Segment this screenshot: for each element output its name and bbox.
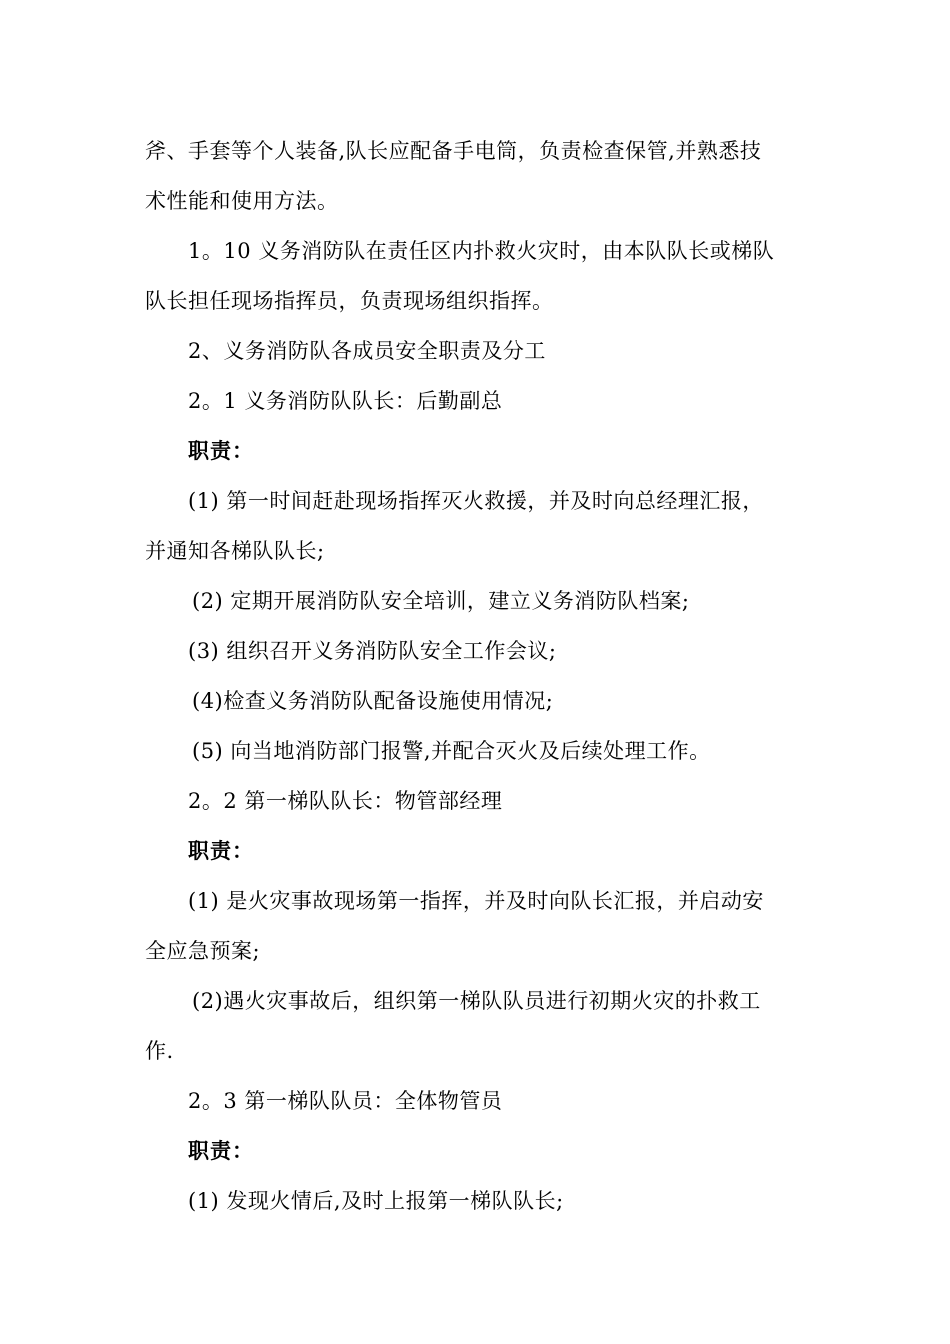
duties-label: 职责：	[188, 438, 254, 463]
subsection-heading-2-3: 2。3 第一梯队队员：全体物管员	[188, 1089, 503, 1113]
body-text-line: 作.	[145, 1039, 174, 1063]
subsection-heading-2-1: 2。1 义务消防队队长：后勤副总	[188, 389, 503, 413]
duty-item-1: (1) 是火灾事故现场第一指挥，并及时向队长汇报，并启动安	[188, 889, 764, 913]
body-text-line: 全应急预案;	[145, 939, 261, 963]
duty-item-4: (4)检查义务消防队配备设施使用情况;	[192, 689, 554, 713]
subsection-heading-2-2: 2。2 第一梯队队长：物管部经理	[188, 789, 503, 813]
body-text-line: 并通知各梯队队长;	[145, 539, 325, 563]
duty-item-2: (2)遇火灾事故后，组织第一梯队队员进行初期火灾的扑救工	[192, 989, 761, 1013]
body-text-line: 队长担任现场指挥员，负责现场组织指挥。	[145, 289, 554, 313]
clause-1-10-line: 1。10 义务消防队在责任区内扑救火灾时，由本队队长或梯队	[188, 239, 775, 263]
duties-label: 职责：	[188, 838, 254, 863]
duties-label: 职责：	[188, 1138, 254, 1163]
duty-item-3: (3) 组织召开义务消防队安全工作会议;	[188, 639, 557, 663]
duty-item-2: (2) 定期开展消防队安全培训，建立义务消防队档案;	[192, 589, 690, 613]
duty-item-1: (1) 第一时间赶赴现场指挥灭火救援，并及时向总经理汇报，	[188, 489, 764, 513]
duty-item-1: (1) 发现火情后,及时上报第一梯队队长;	[188, 1189, 564, 1213]
body-text-line: 术性能和使用方法。	[145, 189, 339, 213]
body-text-line: 斧、手套等个人装备,队长应配备手电筒，负责检查保管,并熟悉技	[145, 139, 762, 163]
duty-item-5: (5) 向当地消防部门报警,并配合灭火及后续处理工作。	[192, 739, 711, 763]
section-heading-2: 2、义务消防队各成员安全职责及分工	[188, 339, 546, 363]
